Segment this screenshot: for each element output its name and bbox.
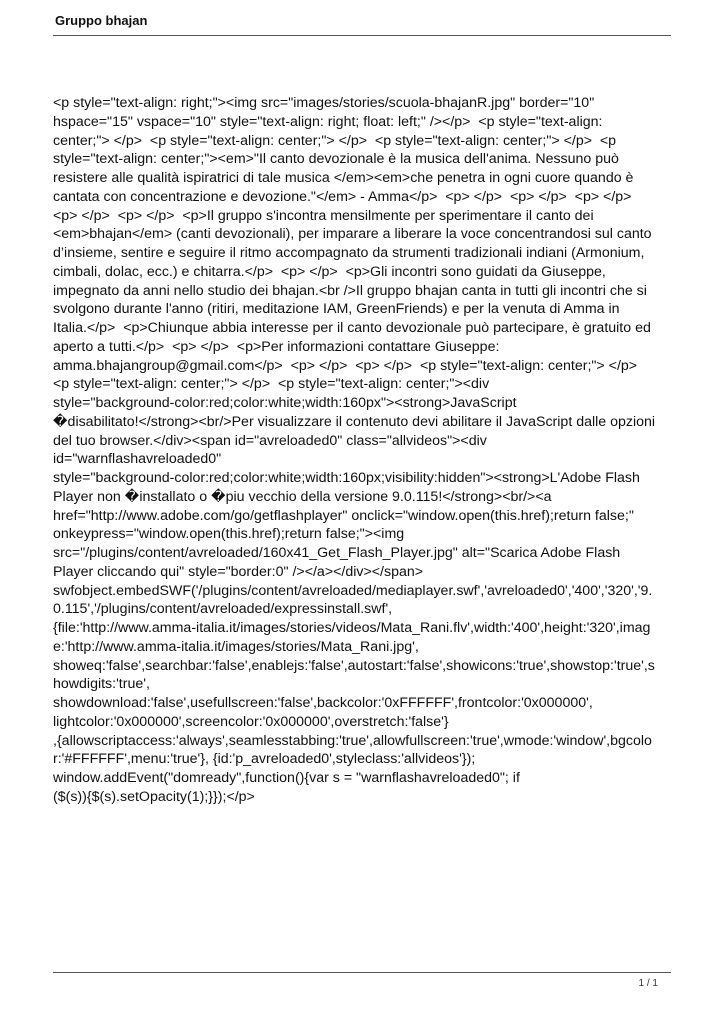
body-text-line: aperto a tutti.</p> <p> </p> <p>Per informazioni contattare Giuseppe: (53, 338, 500, 355)
body-text-line: {file:'http://www.amma-italia.it/images/stories/videos/Mata_Rani.flv',width:'400',height:'320',imag (53, 620, 651, 636)
body-text-line: id="warnflashavreloaded0" (53, 451, 222, 468)
body-text-line: style="background-color:red;color:white;width:160px"><strong>JavaScript (53, 395, 517, 411)
document-body (53, 94, 673, 807)
body-text-line: d’insieme, sentire e seguire il ritmo accompagnato da strumenti tradizionali indiani (Armonium, (53, 245, 645, 261)
body-text-line: cantata con concentrazione e devozione."</em> - Amma</p> <p> </p> <p> </p> <p> </p> (53, 188, 632, 205)
body-text-line: showdownload:'false',usefullscreen:'false',backcolor:'0xFFFFFF',frontcolor:'0x000000', (53, 695, 593, 711)
body-text-line: impegnato da anni nello studio dei bhajan.<br />Il gruppo bhajan canta in tutti gli incontri che si (53, 282, 647, 299)
body-text-line: r:'#FFFFFF',menu:'true'}, {id:'p_avreloaded0',styleclass:'allvideos'}); (53, 751, 476, 768)
body-text-line: hspace="15" vspace="10" style="text-align: right; float: left;" /></p> <p style="text-align: (53, 113, 603, 130)
body-text-line: <p style="text-align: right;"><img src="images/stories/scuola-bhajanR.jpg" border="10" (53, 95, 595, 111)
body-text-line: <p> </p> <p> </p> <p>Il gruppo s'incontra mensilmente per sperimentare il canto dei (53, 207, 594, 224)
body-text-line: style="background-color:red;color:white;width:160px;visibility:hidden"><strong>L'Adobe Flash (53, 470, 640, 486)
body-text-line: <p style="text-align: center;"> </p> <p style="text-align: center;"><div (53, 376, 490, 393)
footer-divider (53, 972, 671, 973)
body-text-line: resistere alle qualità ispiratrici di tale musica </em><em>che penetra in ogni cuore quando è (53, 170, 634, 186)
body-text-line: <em>bhajan</em> (canti devozionali), per imparare a liberare la voce concentrandosi sul canto (53, 226, 652, 243)
body-text-line: cimbali, dolac, ecc.) e chitarra.</p> <p> </p> <p>Gli incontri sono guidati da Giuseppe, (53, 263, 606, 280)
body-text-line: 0.115','/plugins/content/avreloaded/expressinstall.swf', (53, 601, 393, 618)
body-text-line: lightcolor:'0x000000',screencolor:'0x000000',overstretch:'false'} (53, 713, 449, 730)
body-text-line: e:'http://www.amma-italia.it/images/stories/Mata_Rani.jpg', (53, 638, 419, 655)
body-text-line: onkeypress="window.open(this.href);return false;"><img (53, 526, 405, 543)
body-text-line: �disabilitato!</strong><br/>Per visualizzare il contenuto devi abilitare il JavaScript dalle opzioni (53, 413, 656, 430)
body-text-line: ($(s)){$(s).setOpacity(1);}});</p> (53, 788, 255, 805)
body-text-line: svolgono durante l'anno (ritiri, meditazione IAM, GreenFriends) e per la venuta di Amma in (53, 301, 620, 318)
body-text-line: howdigits:'true', (53, 676, 150, 693)
body-text-line: center;"> </p> <p style="text-align: center;"> </p> <p style="text-align: center;"> </p> <p (53, 132, 617, 149)
body-text-line: showeq:'false',searchbar:'false',enablejs:'false',autostart:'false',showicons:'true',showstop:'true',s (53, 657, 655, 674)
body-text-line: Player cliccando qui" style="border:0" /></a></div></span> (53, 563, 424, 580)
body-text-line: swfobject.embedSWF('/plugins/content/avreloaded/mediaplayer.swf','avreloaded0','400','320','9. (53, 582, 653, 599)
page-number: 1 / 1 (638, 978, 658, 989)
body-text-line: src="/plugins/content/avreloaded/160x41_Get_Flash_Player.jpg" alt="Scarica Adobe Flash (53, 545, 621, 561)
body-text-line: ,{allowscriptaccess:'always',seamlesstabbing:'true',allowfullscreen:'true',wmode:'window',bgcolo (53, 732, 652, 749)
header-divider (53, 35, 671, 36)
body-text-line: amma.bhajangroup@gmail.com</p> <p> </p> <p> </p> <p style="text-align: center;"> </p> (53, 357, 638, 374)
body-text-line: style="text-align: center;"><em>"Il canto devozionale è la musica dell'anima. Nessuno può (53, 151, 619, 168)
body-text-line: del tuo browser.</div><span id="avreloaded0" class="allvideos"><div (53, 432, 487, 449)
body-text-line: Italia.</p> <p>Chiunque abbia interesse per il canto devozionale può partecipare, è gratuito ed (53, 320, 651, 336)
body-text-line: Player non �installato o �piu vecchio della versione 9.0.115!</strong><br/><a (53, 488, 552, 505)
page-title: Gruppo bhajan (55, 13, 148, 28)
body-text-line: href="http://www.adobe.com/go/getflashplayer" onclick="window.open(this.href);return false;" (53, 507, 634, 524)
body-text-line: window.addEvent("domready",function(){var s = "warnflashavreloaded0"; if (53, 770, 520, 786)
